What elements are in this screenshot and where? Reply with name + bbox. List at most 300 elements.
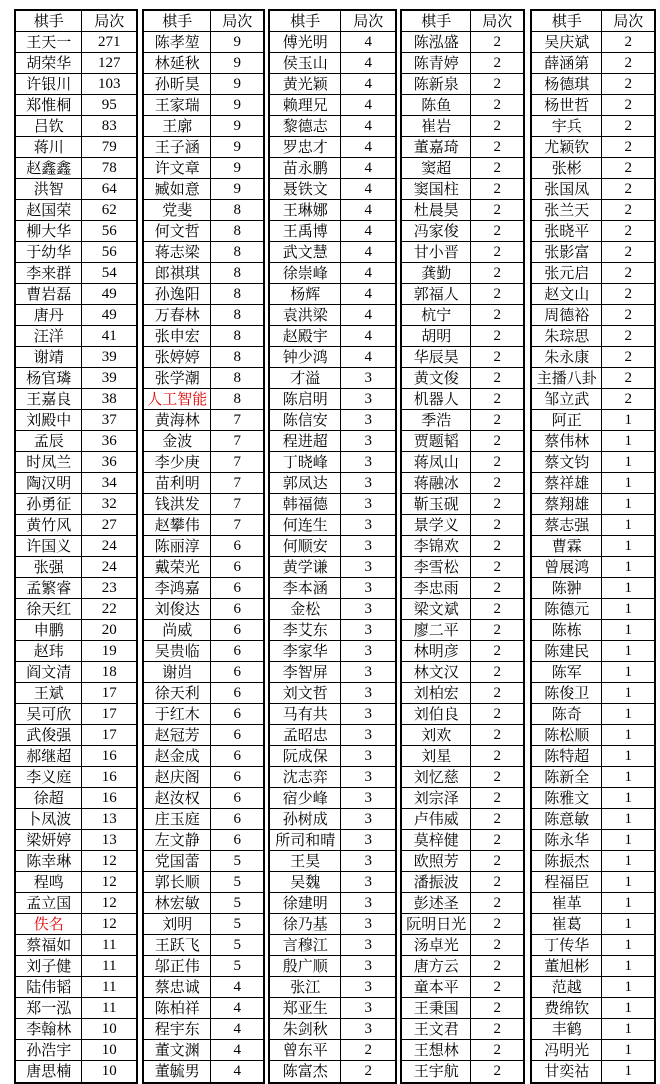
game-count: 2	[493, 96, 501, 113]
game-count: 127	[97, 54, 121, 71]
game-count: 2	[493, 726, 501, 743]
player-name: 杨德琪	[532, 74, 602, 94]
player-name: 傅光明	[270, 32, 341, 52]
game-count: 37	[101, 411, 117, 428]
table-row	[144, 914, 263, 935]
game-count: 1	[624, 600, 632, 617]
game-count: 1	[624, 1020, 632, 1037]
table-block-5	[530, 9, 656, 1084]
player-name: 黄竹风	[16, 515, 82, 535]
player-name: 赵攀伟	[144, 515, 211, 535]
player-name: 陈新泉	[402, 74, 471, 94]
game-count: 8	[233, 306, 241, 323]
player-name: 尤颖钦	[532, 137, 602, 157]
player-name: 党斐	[144, 200, 211, 220]
table-row	[532, 725, 654, 746]
table-row	[402, 284, 523, 305]
table-row	[532, 389, 654, 410]
table-row	[144, 53, 263, 74]
game-count: 3	[364, 684, 372, 701]
player-name: 卢伟威	[402, 809, 471, 829]
player-name: 梁妍婷	[16, 830, 82, 850]
game-count: 36	[101, 432, 117, 449]
game-count: 2	[493, 390, 501, 407]
game-count: 2	[624, 285, 632, 302]
player-name: 陈信安	[270, 410, 341, 430]
player-name: 孙昕昊	[144, 74, 211, 94]
table-row	[16, 1019, 136, 1040]
player-name: 陶汉明	[16, 473, 82, 493]
game-count: 34	[101, 474, 117, 491]
game-count: 9	[233, 54, 241, 71]
game-count: 4	[233, 978, 241, 995]
game-count: 2	[493, 243, 501, 260]
table-row	[402, 683, 523, 704]
game-count: 3	[364, 747, 372, 764]
player-name: 徐乃基	[270, 914, 341, 934]
table-block-1	[14, 9, 138, 1084]
game-count: 2	[493, 75, 501, 92]
table-row	[144, 137, 263, 158]
player-name: 何文哲	[144, 221, 211, 241]
table-row	[532, 95, 654, 116]
player-name: 王想林	[402, 1040, 471, 1060]
game-count: 2	[493, 852, 501, 869]
table-row	[16, 473, 136, 494]
game-count: 2	[493, 873, 501, 890]
game-count: 2	[493, 747, 501, 764]
table-row	[402, 389, 523, 410]
table-row	[402, 1019, 523, 1040]
table-row	[16, 704, 136, 725]
table-row	[16, 179, 136, 200]
game-count: 1	[624, 789, 632, 806]
player-name: 龚勤	[402, 263, 471, 283]
game-count: 2	[493, 915, 501, 932]
table-block-4	[400, 9, 525, 1084]
player-name: 张兰天	[532, 200, 602, 220]
table-row	[270, 494, 395, 515]
table-row	[402, 977, 523, 998]
player-name: 张江	[270, 977, 341, 997]
table-row	[270, 95, 395, 116]
table-row	[532, 473, 654, 494]
player-name: 范越	[532, 977, 602, 997]
table-row	[144, 1019, 263, 1040]
player-name: 马有共	[270, 704, 341, 724]
game-count: 2	[493, 159, 501, 176]
table-row	[402, 326, 523, 347]
player-name: 庄玉庭	[144, 809, 211, 829]
player-name: 陈奇	[532, 704, 602, 724]
game-count: 2	[493, 789, 501, 806]
table-row	[16, 431, 136, 452]
player-name: 孙勇征	[16, 494, 82, 514]
player-name: 陈富杰	[270, 1061, 341, 1082]
game-count: 11	[102, 957, 117, 974]
table-row	[270, 725, 395, 746]
player-name: 邹立武	[532, 389, 602, 409]
game-count: 6	[233, 558, 241, 575]
player-name: 张强	[16, 557, 82, 577]
player-name: 莫梓健	[402, 830, 471, 850]
table-row	[144, 326, 263, 347]
game-count: 2	[624, 54, 632, 71]
game-count: 17	[101, 684, 117, 701]
game-count: 3	[364, 558, 372, 575]
table-row	[402, 1040, 523, 1061]
table-row	[16, 263, 136, 284]
game-count: 271	[97, 33, 121, 50]
table-row	[402, 452, 523, 473]
table-row	[16, 116, 136, 137]
game-count: 2	[493, 180, 501, 197]
game-count: 2	[493, 411, 501, 428]
table-row	[402, 116, 523, 137]
table-row	[270, 599, 395, 620]
player-name: 蔡翔雄	[532, 494, 602, 514]
player-name: 陈德元	[532, 599, 602, 619]
player-name: 陈意敏	[532, 809, 602, 829]
player-name: 赖理兄	[270, 95, 341, 115]
player-name: 林文汉	[402, 662, 471, 682]
player-name: 周德裕	[532, 305, 602, 325]
game-count: 2	[624, 96, 632, 113]
player-name: 李少庚	[144, 452, 211, 472]
game-count: 4	[364, 201, 372, 218]
game-count: 8	[233, 327, 241, 344]
player-name: 曹霖	[532, 536, 602, 556]
table-row	[144, 788, 263, 809]
player-name: 卜凤波	[16, 809, 82, 829]
table-row	[16, 914, 136, 935]
game-count: 39	[101, 348, 117, 365]
game-count: 9	[233, 138, 241, 155]
table-row	[270, 410, 395, 431]
table-row	[270, 914, 395, 935]
table-row	[270, 242, 395, 263]
table-row	[144, 410, 263, 431]
table-row	[532, 158, 654, 179]
game-count: 3	[364, 957, 372, 974]
table-row	[402, 935, 523, 956]
player-name: 李锦欢	[402, 536, 471, 556]
player-name: 杨官璘	[16, 368, 82, 388]
table-row	[144, 893, 263, 914]
player-name: 苗永鹏	[270, 158, 341, 178]
game-count: 4	[364, 138, 372, 155]
table-row	[532, 515, 654, 536]
table-row	[16, 767, 136, 788]
game-count: 8	[233, 222, 241, 239]
player-name: 董旭彬	[532, 956, 602, 976]
game-count: 2	[493, 558, 501, 575]
table-row	[16, 53, 136, 74]
player-name: 刘子健	[16, 956, 82, 976]
game-count: 1	[624, 621, 632, 638]
player-name: 唐方云	[402, 956, 471, 976]
game-count: 4	[364, 327, 372, 344]
table-row	[16, 683, 136, 704]
game-count: 23	[101, 579, 117, 596]
table-row	[532, 452, 654, 473]
game-count: 11	[102, 999, 117, 1016]
table-row	[402, 830, 523, 851]
player-name: 王宇航	[402, 1061, 471, 1082]
game-count: 22	[101, 600, 117, 617]
player-name: 沈志弈	[270, 767, 341, 787]
player-name: 罗忠才	[270, 137, 341, 157]
player-name: 戴荣光	[144, 557, 211, 577]
game-count: 5	[233, 915, 241, 932]
player-name: 崔岩	[402, 116, 471, 136]
player-name: 陈孝堃	[144, 32, 211, 52]
player-name: 侯玉山	[270, 53, 341, 73]
player-name: 党国蕾	[144, 851, 211, 871]
player-name: 谢岿	[144, 662, 211, 682]
table-row	[532, 494, 654, 515]
table-row	[402, 872, 523, 893]
table-row	[144, 641, 263, 662]
player-name: 人工智能	[144, 389, 211, 409]
game-count: 3	[364, 663, 372, 680]
table-row	[402, 158, 523, 179]
game-count: 3	[364, 915, 372, 932]
player-name: 于幼华	[16, 242, 82, 262]
game-count: 2	[624, 201, 632, 218]
game-count: 17	[101, 726, 117, 743]
table-row	[532, 242, 654, 263]
player-name: 孙逸阳	[144, 284, 211, 304]
table-row	[270, 221, 395, 242]
table-row	[144, 347, 263, 368]
table-row	[532, 1019, 654, 1040]
table-row	[144, 284, 263, 305]
table-row	[16, 158, 136, 179]
player-name: 何顺安	[270, 536, 341, 556]
player-name: 臧如意	[144, 179, 211, 199]
game-count: 1	[624, 474, 632, 491]
player-name: 陈青婷	[402, 53, 471, 73]
game-count: 2	[364, 1041, 372, 1058]
player-name: 张申宏	[144, 326, 211, 346]
player-name: 刘欢	[402, 725, 471, 745]
game-count: 2	[493, 327, 501, 344]
game-count: 2	[493, 453, 501, 470]
header-games: 局次	[613, 11, 644, 30]
game-count: 2	[493, 936, 501, 953]
game-count: 6	[233, 768, 241, 785]
game-count: 6	[233, 810, 241, 827]
game-count: 38	[101, 390, 117, 407]
player-name: 柳大华	[16, 221, 82, 241]
player-name: 韩福德	[270, 494, 341, 514]
table-row	[270, 515, 395, 536]
player-name: 蔡福如	[16, 935, 82, 955]
table-row	[270, 137, 395, 158]
table-row	[16, 578, 136, 599]
game-count: 2	[493, 831, 501, 848]
game-count: 7	[233, 495, 241, 512]
player-name: 佚名	[16, 914, 82, 934]
table-row	[16, 935, 136, 956]
table-row	[270, 53, 395, 74]
game-count: 4	[233, 1063, 241, 1079]
player-name: 季浩	[402, 410, 471, 430]
game-count: 3	[364, 936, 372, 953]
player-name: 崔革	[532, 893, 602, 913]
game-count: 2	[493, 306, 501, 323]
table-row	[532, 137, 654, 158]
game-count: 1	[624, 453, 632, 470]
player-name: 刘柏宏	[402, 683, 471, 703]
game-count: 2	[493, 432, 501, 449]
table-row	[270, 431, 395, 452]
game-count: 2	[493, 537, 501, 554]
player-name: 陈军	[532, 662, 602, 682]
player-name: 申鹏	[16, 620, 82, 640]
table-row	[402, 578, 523, 599]
game-count: 27	[101, 516, 117, 533]
game-count: 1	[624, 768, 632, 785]
table-row	[16, 305, 136, 326]
header-row	[144, 11, 263, 32]
game-count: 1	[624, 537, 632, 554]
player-name: 蒋志梁	[144, 242, 211, 262]
table-row	[16, 347, 136, 368]
player-name: 郑惟桐	[16, 95, 82, 115]
table-row	[144, 578, 263, 599]
table-row	[532, 977, 654, 998]
table-row	[16, 746, 136, 767]
table-row	[402, 74, 523, 95]
player-name: 吕钦	[16, 116, 82, 136]
game-count: 1	[624, 894, 632, 911]
game-count: 2	[493, 264, 501, 281]
table-row	[270, 326, 395, 347]
player-name: 陈鱼	[402, 95, 471, 115]
table-row	[532, 53, 654, 74]
player-name: 宿少峰	[270, 788, 341, 808]
player-name: 万春林	[144, 305, 211, 325]
game-count: 2	[493, 600, 501, 617]
game-count: 36	[101, 453, 117, 470]
game-count: 2	[364, 1063, 372, 1079]
player-name: 费绵钦	[532, 998, 602, 1018]
game-count: 6	[233, 684, 241, 701]
table-row	[402, 242, 523, 263]
header-games: 局次	[94, 11, 125, 30]
player-name: 才溢	[270, 368, 341, 388]
player-name: 何连生	[270, 515, 341, 535]
game-count: 3	[364, 789, 372, 806]
table-row	[532, 368, 654, 389]
table-row	[16, 284, 136, 305]
game-count: 17	[101, 705, 117, 722]
player-name: 程福臣	[532, 872, 602, 892]
table-row	[270, 662, 395, 683]
player-name: 刘忆慈	[402, 767, 471, 787]
game-count: 1	[624, 705, 632, 722]
game-count: 1	[624, 558, 632, 575]
player-name: 汪洋	[16, 326, 82, 346]
game-count: 41	[101, 327, 117, 344]
player-name: 李来群	[16, 263, 82, 283]
player-name: 武俊强	[16, 725, 82, 745]
table-row	[144, 956, 263, 977]
table-row	[16, 368, 136, 389]
game-count: 1	[624, 726, 632, 743]
game-count: 2	[624, 369, 632, 386]
game-count: 1	[624, 831, 632, 848]
table-row	[144, 536, 263, 557]
table-block-2	[142, 9, 265, 1084]
table-row	[16, 662, 136, 683]
table-row	[270, 452, 395, 473]
player-name: 陈新全	[532, 767, 602, 787]
game-count: 49	[101, 285, 117, 302]
table-row	[532, 662, 654, 683]
player-name: 刘明	[144, 914, 211, 934]
table-row	[144, 704, 263, 725]
player-name: 黄文俊	[402, 368, 471, 388]
table-row	[270, 620, 395, 641]
table-row	[532, 998, 654, 1019]
player-name: 程鸣	[16, 872, 82, 892]
game-count: 2	[493, 474, 501, 491]
game-count: 2	[493, 810, 501, 827]
game-count: 2	[493, 516, 501, 533]
game-count: 1	[624, 999, 632, 1016]
table-row	[402, 998, 523, 1019]
table-row	[532, 536, 654, 557]
player-name: 李家华	[270, 641, 341, 661]
game-count: 3	[364, 369, 372, 386]
game-count: 4	[364, 348, 372, 365]
player-name: 汤卓光	[402, 935, 471, 955]
table-row	[16, 515, 136, 536]
table-row	[532, 956, 654, 977]
header-row	[402, 11, 523, 32]
player-name: 徐建明	[270, 893, 341, 913]
player-name: 蒋川	[16, 137, 82, 157]
game-count: 3	[364, 894, 372, 911]
player-name: 杨辉	[270, 284, 341, 304]
game-count: 5	[233, 894, 241, 911]
game-count: 49	[101, 306, 117, 323]
game-count: 2	[493, 999, 501, 1016]
table-row	[270, 179, 395, 200]
game-count: 2	[624, 264, 632, 281]
player-name: 于红木	[144, 704, 211, 724]
table-row	[144, 179, 263, 200]
header-player: 棋手	[144, 11, 211, 31]
game-count: 79	[101, 138, 117, 155]
game-count: 2	[624, 243, 632, 260]
game-count: 9	[233, 96, 241, 113]
game-count: 1	[624, 1063, 632, 1079]
player-name: 孙浩宇	[16, 1040, 82, 1060]
game-count: 2	[624, 159, 632, 176]
player-name: 赵庆阁	[144, 767, 211, 787]
player-name: 刘文哲	[270, 683, 341, 703]
player-name: 欧照芳	[402, 851, 471, 871]
table-row	[270, 578, 395, 599]
table-row	[270, 1019, 395, 1040]
table-row	[144, 494, 263, 515]
player-name: 王廓	[144, 116, 211, 136]
player-name: 陈丽淳	[144, 536, 211, 556]
